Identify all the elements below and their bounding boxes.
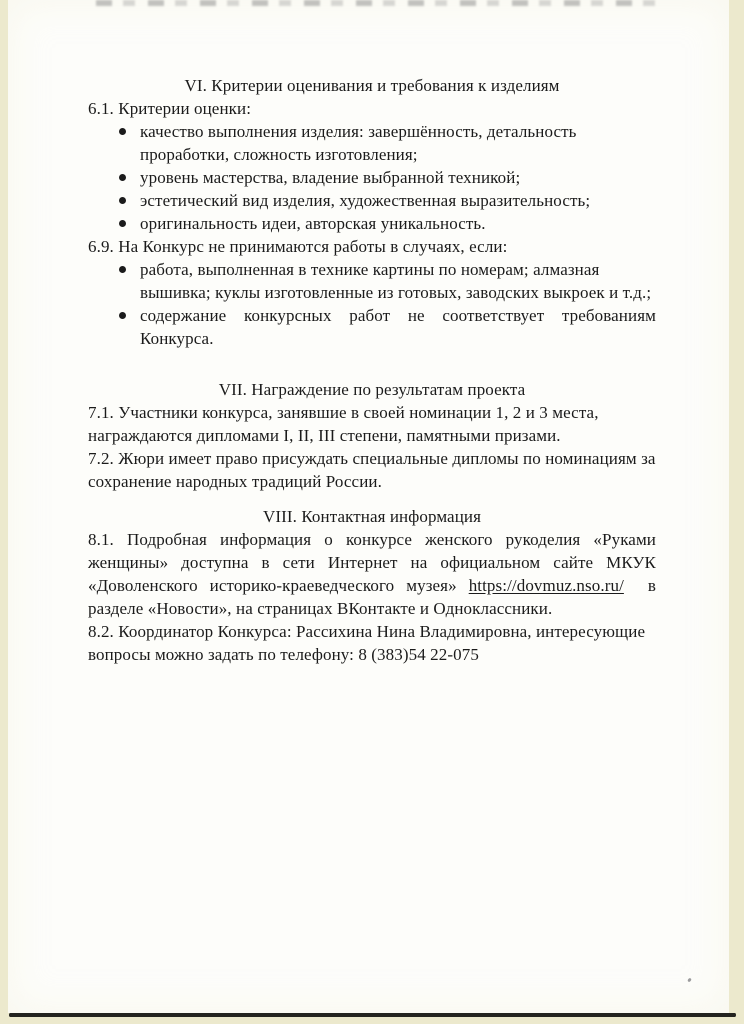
paragraph-6-9: 6.9. На Конкурс не принимаются работы в случаях, если: [88, 237, 508, 256]
paragraph-8-1-text-before: 8.1. Подробная информация о конкурсе женского рукоделия «Руками женщины» доступна в сети Интернет на официальном сайте МКУК «Доволенского историко-краеведческого музея» [88, 530, 656, 595]
list-item-text: работа, выполненная в технике картины по номерам; алмазная вышивка; куклы изготовленные из готовых, заводских выкроек и т.д.; [140, 260, 652, 302]
list-item [88, 304, 656, 350]
list-item [88, 120, 656, 166]
list-item-text: уровень мастерства, владение выбранной техникой; [140, 168, 521, 187]
section-8-heading: VIII. Контактная информация [262, 507, 482, 526]
paragraph-8-1-text-after: в разделе «Новости», на страницах ВКонтакте и Одноклассники. [88, 576, 657, 618]
bullet-icon [119, 174, 126, 181]
list-item [88, 212, 656, 235]
bullet-icon [119, 266, 126, 273]
paragraph-7-1: 7.1. Участники конкурса, занявшие в своей номинации 1, 2 и 3 места, награждаются дипломами I, II, III степени, памятными призами. [88, 403, 599, 445]
paragraph-7-2: 7.2. Жюри имеет право присуждать специальные дипломы по номинациям за сохранение народных традиций России. [88, 449, 656, 491]
bullet-icon [119, 128, 126, 135]
list-item [88, 166, 656, 189]
list-item-text: эстетический вид изделия, художественная выразительность; [140, 191, 591, 210]
criteria-list [88, 120, 656, 235]
scan-artifact-top-cutoff-text [96, 0, 662, 6]
list-item-text: содержание конкурсных работ не соответствует требованиям Конкурса. [140, 306, 656, 348]
bullet-icon [119, 312, 126, 319]
paragraph-6-1: 6.1. Критерии оценки: [88, 99, 252, 118]
bullet-icon [119, 197, 126, 204]
exclusion-list [88, 258, 656, 350]
paragraph-8-1 [88, 528, 656, 620]
list-item-text: оригинальность идеи, авторская уникальность. [140, 214, 486, 233]
document-content [88, 74, 656, 666]
paragraph-8-2: 8.2. Координатор Конкурса: Рассихина Нина Владимировна, интересующие вопросы можно задать по телефону: 8 (383)54 22-075 [88, 622, 646, 664]
list-item [88, 189, 656, 212]
list-item-text: качество выполнения изделия: завершённость, детальность проработки, сложность изготовления; [140, 122, 577, 164]
website-link[interactable]: https://dovmuz.nso.ru/ [468, 576, 624, 595]
section-7-heading: VII. Награждение по результатам проекта [218, 380, 526, 399]
bullet-icon [119, 220, 126, 227]
section-6-heading: VI. Критерии оценивания и требования к изделиям [184, 76, 560, 95]
scan-artifact-paper-edge-line [9, 1013, 736, 1017]
list-item [88, 258, 656, 304]
